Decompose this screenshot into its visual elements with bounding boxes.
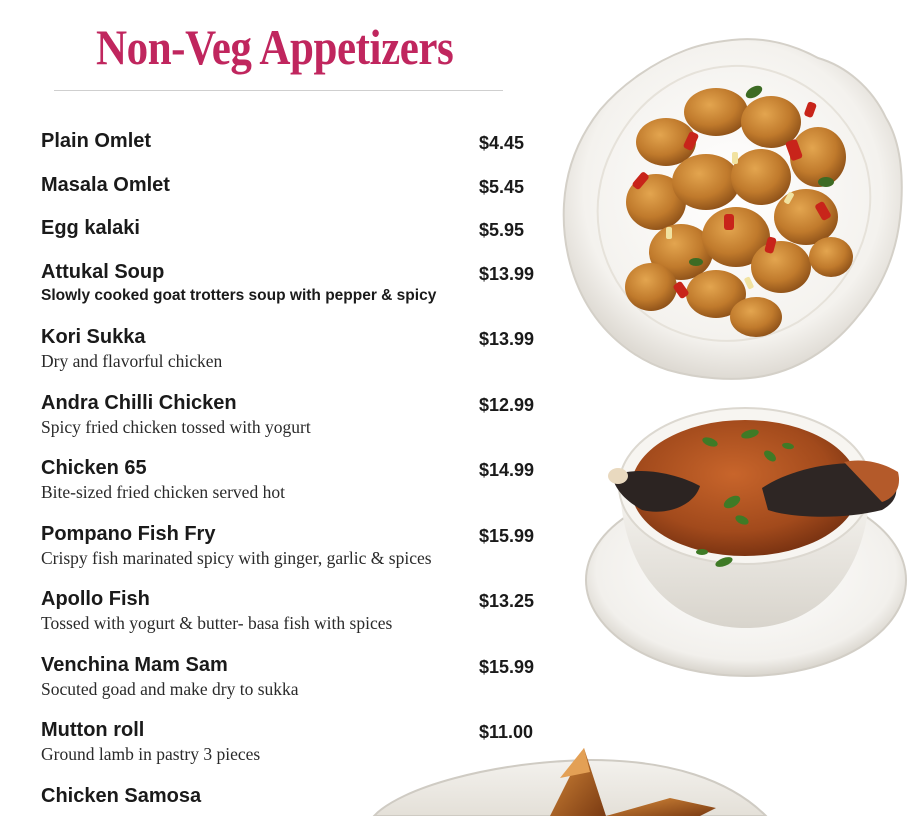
menu-item-price: $5.45 bbox=[479, 177, 525, 197]
menu-item-price: $15.99 bbox=[479, 657, 535, 677]
menu-item-name: Chicken 65 bbox=[41, 457, 147, 479]
menu-item-name: Egg kalaki bbox=[41, 217, 140, 239]
menu-item-price: $13.99 bbox=[479, 264, 535, 284]
menu-item-name: Mutton roll bbox=[41, 719, 145, 741]
menu-item-price: $13.99 bbox=[479, 329, 535, 349]
menu-item-price: $14.99 bbox=[479, 460, 535, 480]
page-title: Non-Veg Appetizers bbox=[96, 19, 454, 75]
menu-item-price: $13.25 bbox=[479, 591, 535, 611]
menu-item-name: Plain Omlet bbox=[41, 130, 152, 152]
menu-item-name: Andra Chilli Chicken bbox=[41, 392, 237, 414]
menu-item-name: Pompano Fish Fry bbox=[41, 523, 216, 545]
menu-item-name: Apollo Fish bbox=[41, 588, 150, 610]
menu-item-name: Masala Omlet bbox=[41, 174, 170, 196]
menu-item-name: Venchina Mam Sam bbox=[41, 654, 228, 676]
menu-item-price: $12.99 bbox=[479, 395, 535, 415]
menu-item-description: Dry and flavorful chicken bbox=[41, 351, 223, 371]
fried-chicken-photo bbox=[556, 32, 908, 384]
menu-item-description: Socuted goad and make dry to sukka bbox=[41, 679, 299, 699]
menu-item-description: Ground lamb in pastry 3 pieces bbox=[41, 744, 261, 764]
menu-item-name: Kori Sukka bbox=[41, 326, 146, 348]
menu-item-name: Attukal Soup bbox=[41, 261, 165, 283]
menu-item-description: Crispy fish marinated spicy with ginger, garlic & spices bbox=[41, 548, 432, 568]
samosa-plate-photo bbox=[370, 738, 770, 816]
menu-item-description: Spicy fried chicken tossed with yogurt bbox=[41, 417, 311, 437]
soup-bowl-photo bbox=[582, 402, 910, 682]
menu-item-price: $15.99 bbox=[479, 526, 535, 546]
menu-item-price: $11.00 bbox=[479, 722, 534, 742]
menu-item-name: Chicken Samosa bbox=[41, 785, 202, 807]
menu-item-price: $5.95 bbox=[479, 220, 525, 240]
menu-item-description: Slowly cooked goat trotters soup with pepper & spicy bbox=[41, 287, 437, 304]
menu-item-description: Tossed with yogurt & butter- basa fish with spices bbox=[41, 613, 393, 633]
menu-item-description: Bite-sized fried chicken served hot bbox=[41, 482, 285, 502]
menu-item-price: $4.45 bbox=[479, 133, 525, 153]
